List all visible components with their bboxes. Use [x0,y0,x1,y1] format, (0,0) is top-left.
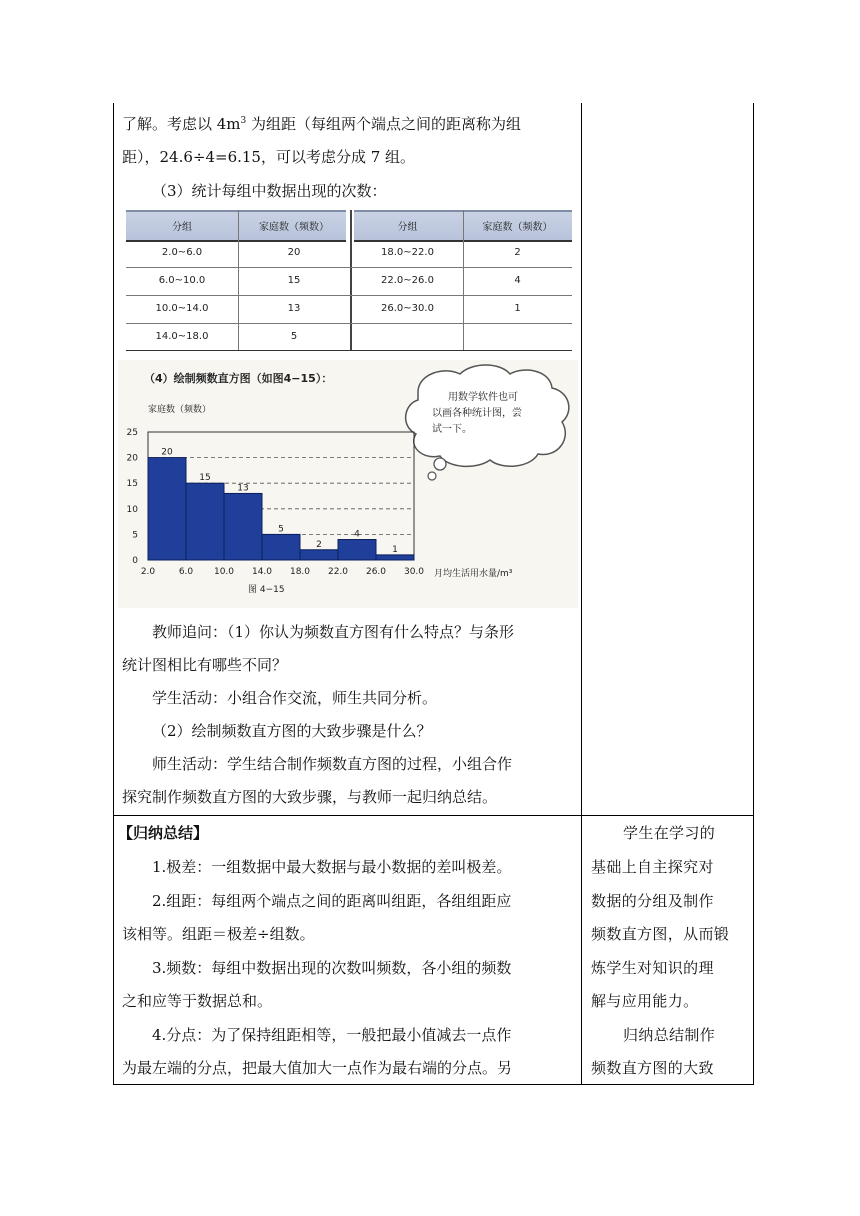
side-note-line: 数据的分组及制作 [591,892,714,910]
body-line: 统计图相比有哪些不同？ [122,656,288,674]
x-tick-label: 26.0 [365,567,387,577]
y-tick-label: 20 [126,453,138,464]
cloud-text-line: 以画各种统计图，尝 [432,408,522,419]
bar-value-label: 2 [316,539,322,550]
side-note-line: 学生在学习的 [623,824,716,842]
histogram-bar [338,540,376,560]
x-tick-label: 22.0 [327,567,349,577]
summary-line: 2.组距：每组两个端点之间的距离叫组距，各组组距应 [152,892,512,910]
table-cell: 10.0~14.0 [155,303,209,314]
body-line: 学生活动：小组合作交流，师生共同分析。 [152,689,438,707]
side-note-line: 炼学生对知识的理 [591,959,714,977]
summary-line: 1.极差：一组数据中最大数据与最小数据的差叫极差。 [152,858,512,876]
x-tick-label: 18.0 [289,567,311,577]
body-line: 探究制作频数直方图的大致步骤，与教师一起归纳总结。 [122,788,498,806]
table-header-cell: 分组 [172,222,192,233]
histogram-bar [262,534,300,560]
summary-line: 3.频数：每组中数据出现的次数叫频数，各小组的频数 [152,959,512,977]
row-divider [114,815,753,816]
histogram-chart [118,360,578,608]
y-tick-label: 25 [126,428,138,438]
body-line: 师生活动：学生结合制作频数直方图的过程，小组合作 [152,755,513,773]
body-line-2: 距），24.6÷4=6.15，可以考虑分成 7 组。 [122,148,416,166]
table-cell: 13 [287,303,301,314]
bar-value-label: 13 [237,483,249,494]
table-cell: 1 [514,303,521,314]
table-cell: 26.0~30.0 [381,303,434,314]
figure-caption: 图 4−15 [248,585,285,595]
side-note-line: 频数直方图，从而锻 [591,925,730,943]
histogram-figure [118,360,578,608]
column-divider [581,103,582,1084]
side-note-line: 解与应用能力。 [591,992,699,1010]
histogram-bar [186,483,224,560]
table-cell: 6.0~10.0 [158,275,206,286]
y-tick-label: 10 [126,504,138,515]
table-header-cell: 分组 [397,222,418,233]
y-tick-label: 0 [132,556,138,566]
side-note-line: 频数直方图的大致 [591,1059,714,1077]
table-cell: 14.0~18.0 [155,331,209,342]
histogram-bar [148,458,186,560]
x-tick-label: 6.0 [178,567,194,577]
y-tick-label: 5 [132,530,138,541]
side-note-line: 基础上自主探究对 [591,858,714,876]
table-cell: 22.0~26.0 [381,275,434,286]
bar-value-label: 20 [161,447,173,458]
bar-value-label: 4 [354,529,360,540]
bar-value-label: 5 [278,524,284,535]
x-tick-label: 10.0 [213,567,235,577]
summary-line: 之和应等于数据总和。 [122,992,273,1010]
bar-value-label: 1 [392,544,398,555]
body-line-3: （3）统计每组中数据出现的次数： [152,182,387,200]
summary-line: 为最左端的分点，把最大值加大一点作为最右端的分点。另 [122,1059,513,1077]
table-header-cell: 家庭数（频数） [259,222,329,233]
table-cell: 5 [290,331,298,342]
table-cell: 2 [514,247,521,258]
histogram-bar [300,550,338,560]
body-line: （2）绘制频数直方图的大致步骤是什么？ [152,722,432,740]
cloud-text-line: 试一下。 [432,424,472,435]
side-note-line: 归纳总结制作 [623,1026,716,1044]
summary-heading: 【归纳总结】 [118,824,209,842]
table-header-cell: 家庭数（频数） [482,222,553,233]
y-tick-label: 15 [126,479,138,490]
table-cell: 20 [287,247,301,258]
histogram-bar [224,493,262,560]
thought-cloud [406,365,569,480]
cloud-text-line: 用数学软件也可 [448,392,518,403]
table-cell: 15 [287,275,301,286]
table-cell: 4 [514,275,521,286]
chart-heading: （4）绘制频数直方图（如图4−15）： [144,372,333,385]
summary-line: 4.分点：为了保持组距相等，一般把最小值减去一点作 [152,1026,512,1044]
table-cell: 18.0~22.0 [381,247,434,258]
summary-line: 该相等。组距＝极差÷组数。 [122,925,315,943]
body-line: 教师追问：（1）你认为频数直方图有什么特点？与条形 [152,623,515,641]
y-axis-label: 家庭数（频数） [148,405,212,415]
x-tick-label: 30.0 [403,567,425,577]
x-tick-label: 14.0 [251,567,273,577]
body-line-1: 了解。考虑以 $4m^3$ 为组距（每组两个端点之间的距离称为组 [122,115,522,133]
frequency-table [126,210,572,351]
bar-value-label: 15 [199,473,211,484]
histogram-bar [376,555,414,560]
x-tick-label: 2.0 [140,567,156,577]
x-axis-label: 月均生活用水量/m³ [434,569,513,579]
table-cell: 2.0~6.0 [161,247,203,258]
